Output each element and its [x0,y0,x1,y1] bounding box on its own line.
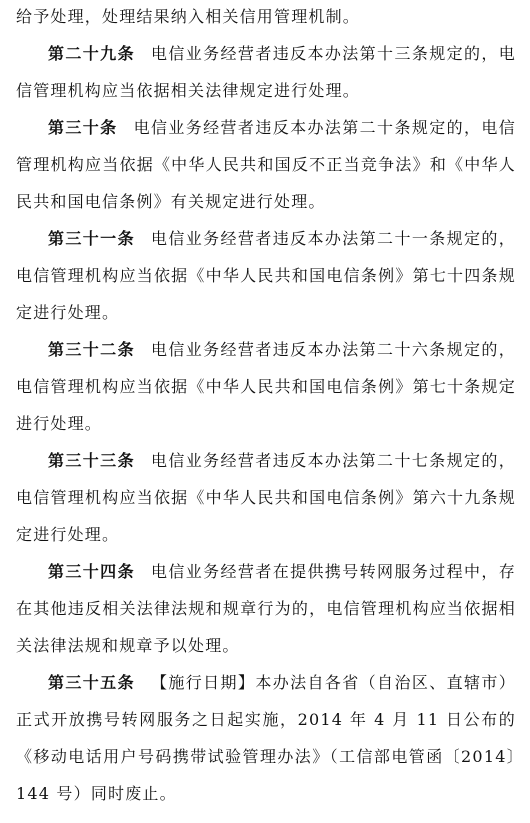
article-body: 电信业务经营者在提供携号转网服务过程中，存在其他违反相关法律法规和规章行为的，电信管理机构应当依据相关法律法规和规章予以处理。 [16,562,516,655]
article-title: 第三十四条 [48,562,135,581]
article-body: 电信业务经营者违反本办法第二十七条规定的，电信管理机构应当依据《中华人民共和国电信条例》第六十九条规定进行处理。 [16,451,516,544]
article-title: 第三十三条 [48,451,135,470]
article-30 [16,109,516,220]
article-body: 电信业务经营者违反本办法第二十六条规定的，电信管理机构应当依据《中华人民共和国电信条例》第七十条规定进行处理。 [16,340,516,433]
article-29 [16,35,516,109]
article-33 [16,442,516,553]
article-title: 第三十一条 [48,229,135,248]
article-title: 第三十五条 [48,673,135,692]
article-title: 第二十九条 [48,44,135,63]
article-body: 电信业务经营者违反本办法第二十一条规定的，电信管理机构应当依据《中华人民共和国电信条例》第七十四条规定进行处理。 [16,229,516,322]
article-34 [16,553,516,664]
article-32 [16,331,516,442]
article-body: 电信业务经营者违反本办法第十三条规定的，电信管理机构应当依据相关法律规定进行处理。 [16,44,516,100]
article-35 [16,664,516,812]
article-31 [16,220,516,331]
article-body: 【施行日期】本办法自各省（自治区、直辖市）正式开放携号转网服务之日起实施，2014 年 4 月 11 日公布的《移动电话用户号码携带试验管理办法》（工信部电管函〔2014〕144 号）同时废止。 [16,673,516,803]
continuation-paragraph: 给予处理，处理结果纳入相关信用管理机制。 [16,7,361,26]
article-body: 电信业务经营者违反本办法第二十条规定的，电信管理机构应当依据《中华人民共和国反不正当竞争法》和《中华人民共和国电信条例》有关规定进行处理。 [16,118,516,211]
article-title: 第三十条 [48,118,118,137]
article-title: 第三十二条 [48,340,135,359]
